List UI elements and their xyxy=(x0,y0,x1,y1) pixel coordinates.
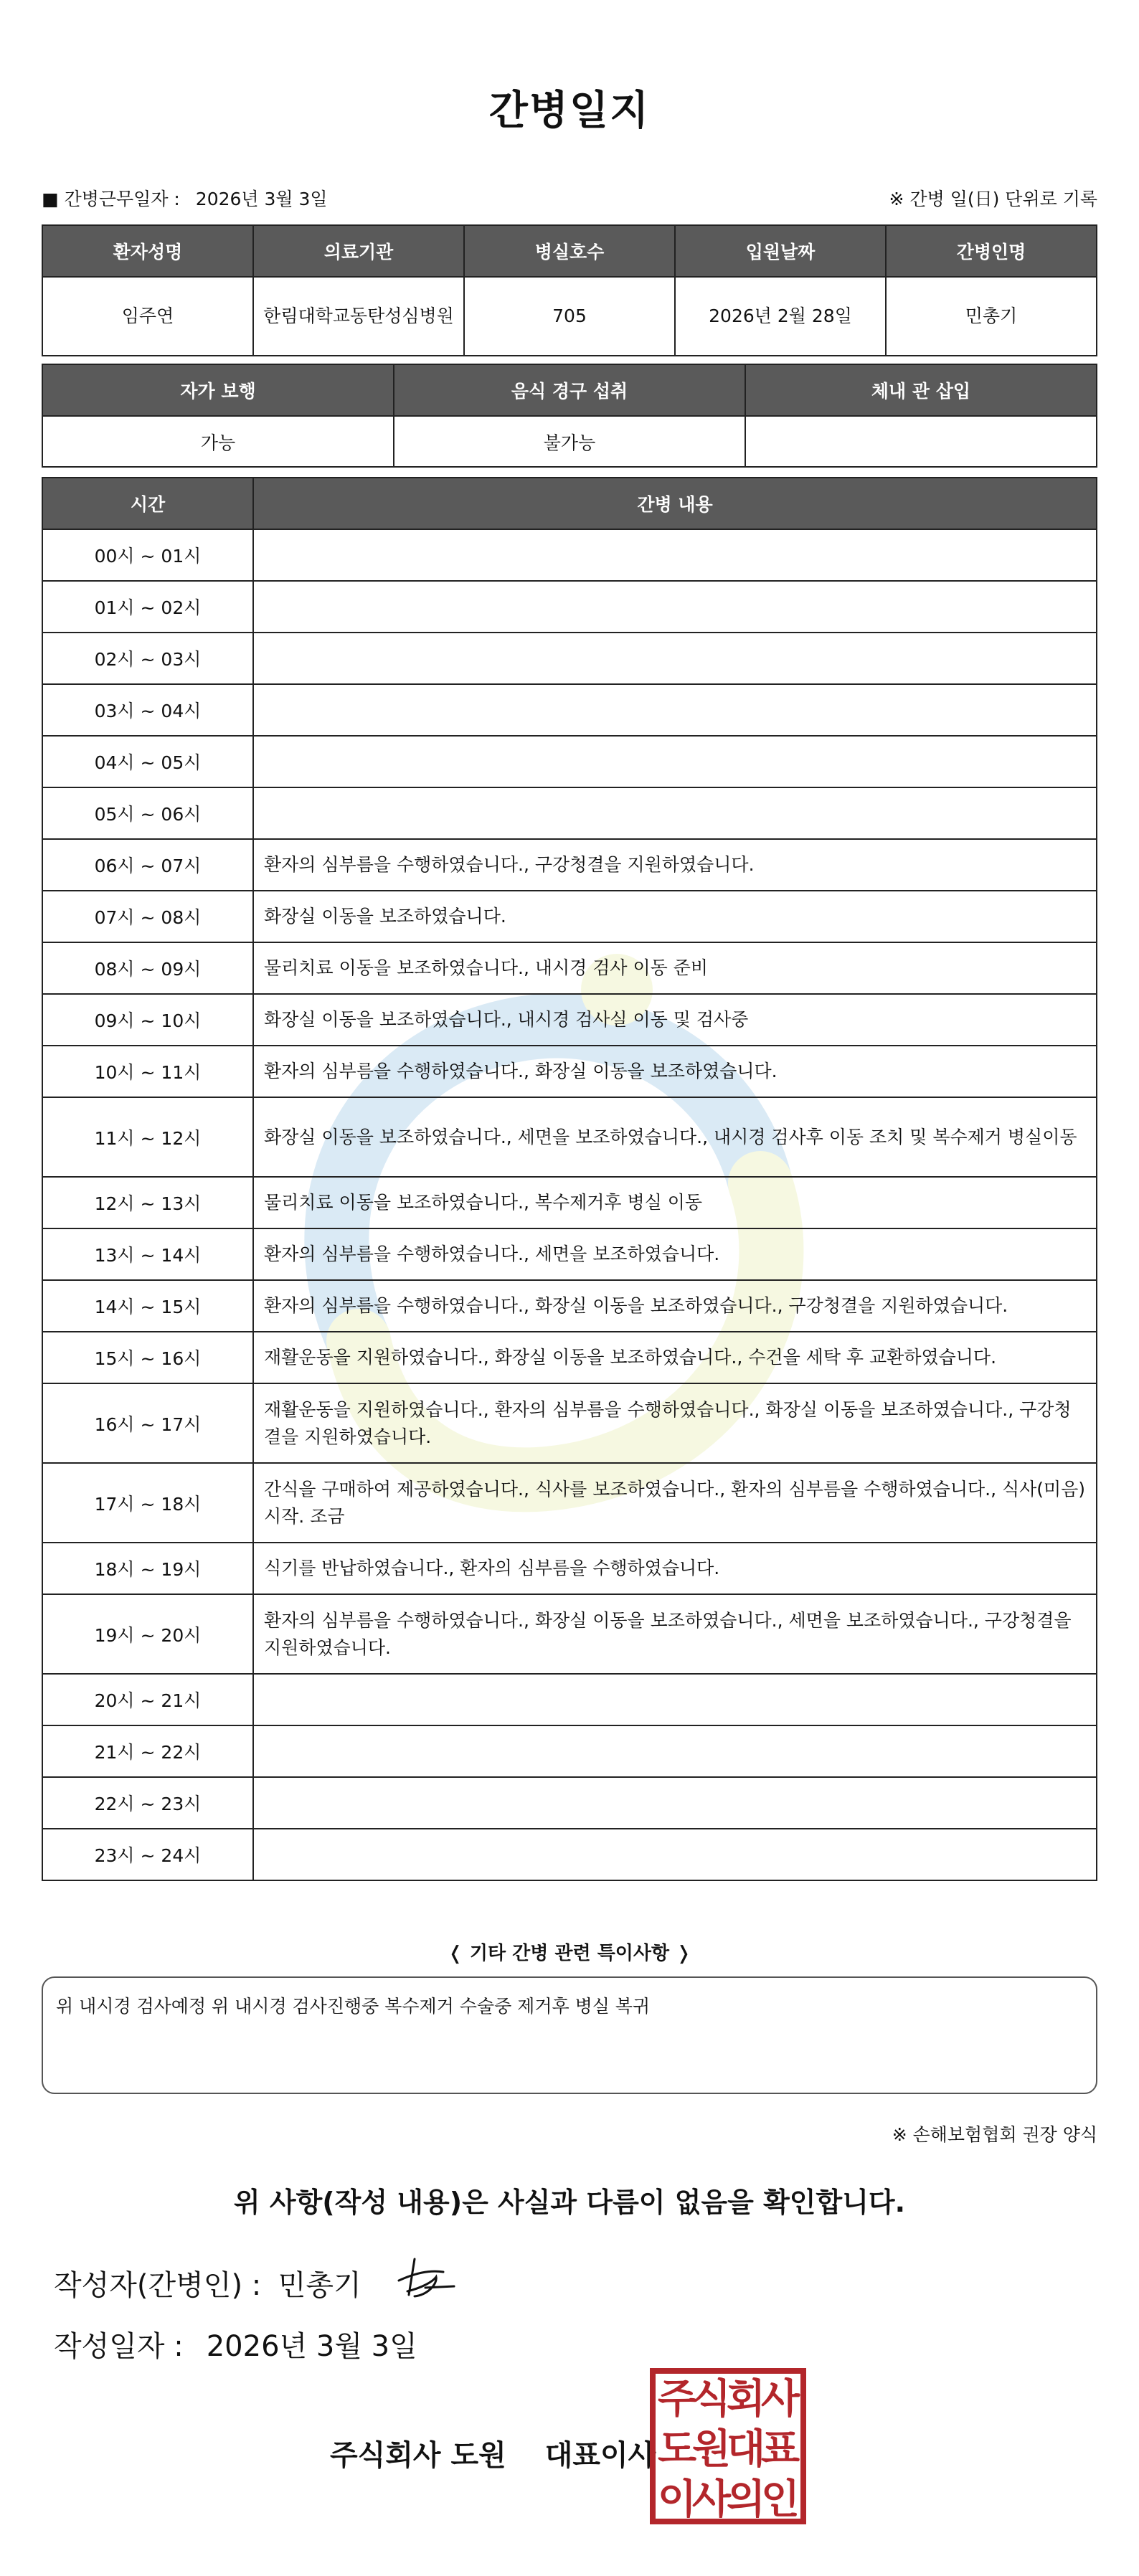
time-cell: 08시 ~ 09시 xyxy=(42,942,253,994)
table-row xyxy=(42,1177,1097,1228)
svg-text:회: 회 xyxy=(726,2376,766,2423)
content-cell xyxy=(253,581,1097,633)
svg-text:의: 의 xyxy=(726,2476,766,2523)
table-row xyxy=(42,1777,1097,1829)
time-cell: 15시 ~ 16시 xyxy=(42,1332,253,1383)
written-date-label: 작성일자 : xyxy=(54,2330,184,2363)
time-cell: 17시 ~ 18시 xyxy=(42,1463,253,1543)
writer-label: 작성자(간병인) : xyxy=(54,2269,262,2302)
time-cell: 12시 ~ 13시 xyxy=(42,1177,253,1228)
notes-title: ❬ 기타 간병 관련 특이사항 ❭ xyxy=(448,1943,691,1964)
patient-name: 임주연 xyxy=(42,277,253,356)
time-cell: 00시 ~ 01시 xyxy=(42,529,253,581)
care-log-table xyxy=(42,477,1097,1881)
table-row xyxy=(42,1543,1097,1594)
writer-name: 민총기 xyxy=(278,2269,361,2302)
svg-text:인: 인 xyxy=(760,2476,800,2523)
table-row xyxy=(42,1725,1097,1777)
time-cell: 09시 ~ 10시 xyxy=(42,994,253,1046)
time-cell: 23시 ~ 24시 xyxy=(42,1829,253,1880)
caregiver-name: 민총기 xyxy=(886,277,1097,356)
content-cell: 재활운동을 지원하였습니다., 화장실 이동을 보조하였습니다., 수건을 세탁 후 교환하였습니다. xyxy=(253,1332,1097,1383)
patient-status-table xyxy=(42,364,1097,468)
content-cell: 물리치료 이동을 보조하였습니다., 복수제거후 병실 이동 xyxy=(253,1177,1097,1228)
notes-box: 위 내시경 검사예정 위 내시경 검사진행중 복수제거 수술중 제거후 병실 복귀 xyxy=(42,1976,1097,2094)
page-title: 간병일지 xyxy=(488,87,651,134)
content-cell: 환자의 심부름을 수행하였습니다., 화장실 이동을 보조하였습니다. xyxy=(253,1046,1097,1097)
company-rep: 대표이사 xyxy=(544,2439,656,2472)
content-cell: 환자의 심부름을 수행하였습니다., 구강청결을 지원하였습니다. xyxy=(253,839,1097,891)
table-row xyxy=(42,942,1097,994)
content-cell: 식기를 반납하였습니다., 환자의 심부름을 수행하였습니다. xyxy=(253,1543,1097,1594)
table-row xyxy=(42,1463,1097,1543)
form-footnote: ※ 손해보험협회 권장 양식 xyxy=(892,2124,1097,2145)
table-row xyxy=(42,1097,1097,1177)
table-row xyxy=(42,1383,1097,1463)
content-cell xyxy=(253,736,1097,787)
table-row xyxy=(42,787,1097,839)
unit-note: ※ 간병 일(日) 단위로 기록 xyxy=(889,189,1097,209)
content-cell: 화장실 이동을 보조하였습니다., 내시경 검사실 이동 및 검사중 xyxy=(253,994,1097,1046)
time-cell: 18시 ~ 19시 xyxy=(42,1543,253,1594)
company-seal-icon xyxy=(648,2367,808,2526)
written-date-value: 2026년 3월 3일 xyxy=(206,2330,417,2363)
header-admission-date: 입원날짜 xyxy=(675,225,886,277)
work-date-value: 2026년 3월 3일 xyxy=(195,189,328,209)
content-cell: 물리치료 이동을 보조하였습니다., 내시경 검사 이동 준비 xyxy=(253,942,1097,994)
table-row xyxy=(42,1046,1097,1097)
table-row xyxy=(42,529,1097,581)
svg-text:이: 이 xyxy=(657,2476,697,2523)
svg-text:사: 사 xyxy=(691,2476,732,2523)
content-cell: 환자의 심부름을 수행하였습니다., 화장실 이동을 보조하였습니다., 구강청결을 지원하였습니다. xyxy=(253,1280,1097,1332)
time-cell: 14시 ~ 15시 xyxy=(42,1280,253,1332)
table-row xyxy=(42,736,1097,787)
time-cell: 19시 ~ 20시 xyxy=(42,1594,253,1674)
oral-intake-status: 불가능 xyxy=(394,416,745,467)
time-cell: 06시 ~ 07시 xyxy=(42,839,253,891)
signature-icon xyxy=(393,2252,458,2309)
time-cell: 21시 ~ 22시 xyxy=(42,1725,253,1777)
table-row xyxy=(42,684,1097,736)
header-oral-intake: 음식 경구 섭취 xyxy=(394,364,745,416)
time-cell: 13시 ~ 14시 xyxy=(42,1228,253,1280)
confirmation-statement: 위 사항(작성 내용)은 사실과 다름이 없음을 확인합니다. xyxy=(233,2187,906,2218)
admission-date: 2026년 2월 28일 xyxy=(675,277,886,356)
content-cell: 간식을 구매하여 제공하였습니다., 식사를 보조하였습니다., 환자의 심부름을 수행하였습니다., 식사(미음)시작. 조금 xyxy=(253,1463,1097,1543)
content-cell xyxy=(253,1777,1097,1829)
time-cell: 11시 ~ 12시 xyxy=(42,1097,253,1177)
content-cell: 화장실 이동을 보조하였습니다. xyxy=(253,891,1097,942)
content-cell xyxy=(253,1725,1097,1777)
header-hospital: 의료기관 xyxy=(253,225,464,277)
time-cell: 01시 ~ 02시 xyxy=(42,581,253,633)
writer-line xyxy=(54,2263,361,2303)
table-row xyxy=(42,1594,1097,1674)
table-row xyxy=(42,633,1097,684)
walking-status: 가능 xyxy=(42,416,394,467)
company-line xyxy=(330,2433,656,2473)
hospital-name: 한림대학교동탄성심병원 xyxy=(253,277,464,356)
header-room: 병실호수 xyxy=(464,225,675,277)
content-cell xyxy=(253,1829,1097,1880)
content-cell: 환자의 심부름을 수행하였습니다., 화장실 이동을 보조하였습니다., 세면을 보조하였습니다., 구강청결을 지원하였습니다. xyxy=(253,1594,1097,1674)
content-cell xyxy=(253,684,1097,736)
tube-status xyxy=(745,416,1097,467)
svg-text:원: 원 xyxy=(691,2426,732,2473)
header-patient-name: 환자성명 xyxy=(42,225,253,277)
time-cell: 04시 ~ 05시 xyxy=(42,736,253,787)
patient-info-table xyxy=(42,224,1097,356)
written-date-line xyxy=(54,2324,417,2364)
header-care-content: 간병 내용 xyxy=(253,478,1097,529)
svg-text:주: 주 xyxy=(657,2376,697,2423)
time-cell: 22시 ~ 23시 xyxy=(42,1777,253,1829)
header-caregiver: 간병인명 xyxy=(886,225,1097,277)
svg-text:표: 표 xyxy=(760,2426,800,2473)
table-row xyxy=(42,994,1097,1046)
table-row xyxy=(42,1228,1097,1280)
time-cell: 05시 ~ 06시 xyxy=(42,787,253,839)
svg-text:대: 대 xyxy=(726,2426,766,2473)
table-row xyxy=(42,581,1097,633)
company-name: 주식회사 도원 xyxy=(330,2439,506,2472)
content-cell xyxy=(253,1674,1097,1725)
svg-text:식: 식 xyxy=(691,2376,732,2423)
table-row xyxy=(42,891,1097,942)
svg-text:사: 사 xyxy=(760,2376,800,2423)
time-cell: 20시 ~ 21시 xyxy=(42,1674,253,1725)
content-cell xyxy=(253,529,1097,581)
table-row xyxy=(42,1280,1097,1332)
room-number: 705 xyxy=(464,277,675,356)
content-cell xyxy=(253,787,1097,839)
content-cell: 화장실 이동을 보조하였습니다., 세면을 보조하였습니다., 내시경 검사후 이동 조치 및 복수제거 병실이동 xyxy=(253,1097,1097,1177)
work-date-line xyxy=(42,185,328,211)
header-walking: 자가 보행 xyxy=(42,364,394,416)
time-cell: 03시 ~ 04시 xyxy=(42,684,253,736)
content-cell xyxy=(253,633,1097,684)
svg-text:도: 도 xyxy=(657,2426,697,2473)
table-row xyxy=(42,1829,1097,1880)
header-time: 시간 xyxy=(42,478,253,529)
content-cell: 환자의 심부름을 수행하였습니다., 세면을 보조하였습니다. xyxy=(253,1228,1097,1280)
table-row xyxy=(42,1332,1097,1383)
time-cell: 16시 ~ 17시 xyxy=(42,1383,253,1463)
work-date-label: ■ 간병근무일자 : xyxy=(42,189,180,209)
time-cell: 02시 ~ 03시 xyxy=(42,633,253,684)
time-cell: 07시 ~ 08시 xyxy=(42,891,253,942)
table-row xyxy=(42,839,1097,891)
header-tube: 체내 관 삽입 xyxy=(745,364,1097,416)
content-cell: 재활운동을 지원하였습니다., 환자의 심부름을 수행하였습니다., 화장실 이동을 보조하였습니다., 구강청결을 지원하였습니다. xyxy=(253,1383,1097,1463)
table-row xyxy=(42,1674,1097,1725)
time-cell: 10시 ~ 11시 xyxy=(42,1046,253,1097)
